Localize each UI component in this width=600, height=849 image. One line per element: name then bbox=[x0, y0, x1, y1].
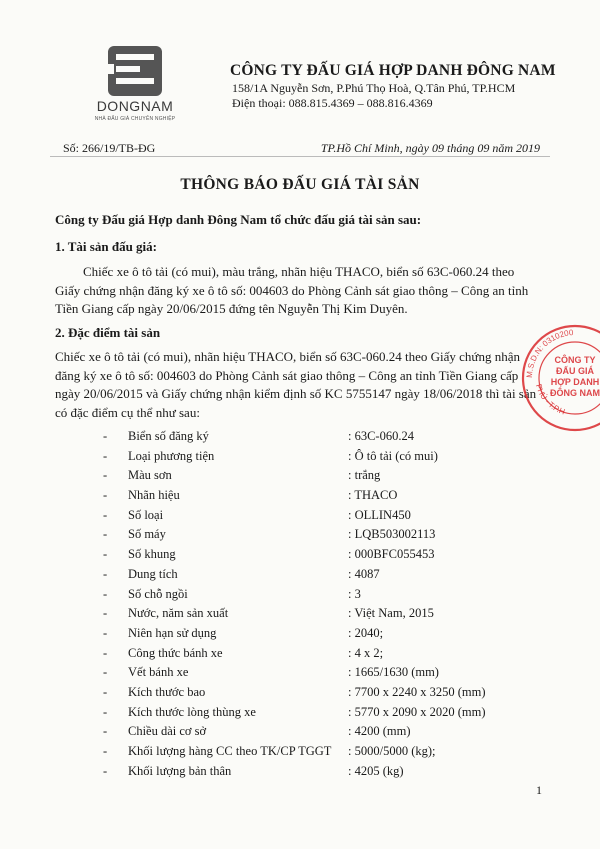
spec-label: Kích thước bao bbox=[128, 684, 206, 699]
spec-bullet: - bbox=[103, 429, 108, 443]
spec-label: Công thức bánh xe bbox=[128, 645, 223, 660]
intro-paragraph: Công ty Đấu giá Hợp danh Đông Nam tổ chức đấu giá tài sản sau: bbox=[55, 212, 422, 227]
spec-value: : 1665/1630 (mm) bbox=[348, 665, 439, 680]
document-date: TP.Hồ Chí Minh, ngày 09 tháng 09 năm 2019 bbox=[320, 141, 540, 155]
document-title: THÔNG BÁO ĐẤU GIÁ TÀI SẢN bbox=[180, 176, 420, 193]
spec-label: Nhãn hiệu bbox=[128, 488, 180, 503]
spec-row bbox=[0, 762, 600, 782]
spec-bullet: - bbox=[103, 665, 108, 680]
spec-value: : 4205 (kg) bbox=[348, 763, 404, 778]
spec-label: Số chỗ ngồi bbox=[128, 586, 188, 601]
seal-text-line: CÔNG TY bbox=[554, 355, 596, 365]
spec-bullet: - bbox=[103, 606, 108, 621]
spec-label: Số khung bbox=[128, 547, 176, 562]
spec-value: : THACO bbox=[348, 488, 398, 503]
spec-row bbox=[0, 585, 600, 605]
spec-value: : 7700 x 2240 x 3250 (mm) bbox=[348, 684, 486, 699]
spec-row bbox=[0, 447, 600, 467]
company-seal bbox=[520, 323, 600, 433]
spec-value: : 4200 (mm) bbox=[348, 724, 411, 739]
spec-label: Dung tích bbox=[128, 566, 178, 581]
spec-row bbox=[0, 683, 600, 703]
spec-row bbox=[0, 486, 600, 506]
section-1-heading: 1. Tài sản đấu giá: bbox=[55, 239, 157, 254]
spec-bullet: - bbox=[103, 645, 108, 660]
company-address: 158/1A Nguyễn Sơn, P.Phú Thọ Hoà, Q.Tân Phú, TP.HCM bbox=[232, 81, 516, 95]
spec-bullet: - bbox=[103, 684, 108, 699]
spec-value: : 3 bbox=[348, 586, 361, 601]
seal-stamp-icon bbox=[520, 323, 600, 433]
spec-label: Loại phương tiện bbox=[128, 448, 215, 463]
spec-value: : 4087 bbox=[348, 566, 380, 581]
spec-label: Vết bánh xe bbox=[128, 665, 189, 680]
spec-bullet: - bbox=[103, 586, 108, 601]
spec-bullet: - bbox=[103, 763, 108, 778]
spec-value: : Ô tô tải (có mui) bbox=[348, 448, 438, 463]
spec-value: : Việt Nam, 2015 bbox=[348, 606, 434, 621]
spec-bullet: - bbox=[103, 468, 108, 483]
spec-row bbox=[0, 525, 600, 545]
spec-value: : 000BFC055453 bbox=[348, 547, 435, 562]
seal-text-line: ĐÔNG NAM bbox=[550, 388, 600, 398]
spec-row bbox=[0, 703, 600, 723]
spec-row bbox=[0, 722, 600, 742]
spec-bullet: - bbox=[103, 744, 108, 758]
spec-label: Nước, năm sản xuất bbox=[128, 606, 229, 621]
spec-value: : OLLIN450 bbox=[348, 507, 411, 522]
logo-name: DONGNAM bbox=[96, 98, 174, 114]
document-reference: Số: 266/19/TB-ĐG bbox=[63, 141, 156, 155]
specification-list bbox=[0, 427, 600, 781]
spec-value: : trắng bbox=[348, 468, 381, 483]
company-name: CÔNG TY ĐẤU GIÁ HỢP DANH ĐÔNG NAM bbox=[230, 62, 556, 79]
header-divider bbox=[50, 156, 550, 157]
spec-row bbox=[0, 565, 600, 585]
logo-mark-icon bbox=[94, 40, 176, 100]
spec-label: Số loại bbox=[128, 507, 164, 522]
spec-row bbox=[0, 506, 600, 526]
spec-bullet: - bbox=[103, 527, 108, 542]
spec-label: Niên hạn sử dụng bbox=[128, 625, 217, 640]
spec-value: : 2040; bbox=[348, 625, 384, 640]
spec-value: : 63C-060.24 bbox=[348, 429, 414, 443]
spec-bullet: - bbox=[103, 566, 108, 581]
svg-text:M.S.D.N: 0310200: M.S.D.N: 0310200 bbox=[524, 328, 574, 379]
spec-bullet: - bbox=[103, 547, 108, 562]
spec-bullet: - bbox=[103, 724, 108, 739]
spec-label: Số máy bbox=[128, 527, 166, 542]
spec-label: Khối lượng hàng CC theo TK/CP TGGT bbox=[128, 744, 332, 758]
spec-row bbox=[0, 604, 600, 624]
spec-row bbox=[0, 644, 600, 664]
spec-bullet: - bbox=[103, 448, 108, 463]
seal-text-line: HỢP DANH bbox=[550, 377, 600, 387]
spec-value: : LQB503002113 bbox=[348, 527, 436, 542]
spec-bullet: - bbox=[103, 488, 108, 503]
seal-text-line: ĐẤU GIÁ bbox=[556, 366, 594, 376]
section-2-heading: 2. Đặc điểm tài sản bbox=[55, 325, 161, 340]
spec-label: Khối lượng bản thân bbox=[128, 763, 232, 778]
section-1-text: Chiếc xe ô tô tải (có mui), màu trắng, nhãn hiệu THACO, biển số 63C-060.24 theo Giấy chứng nhận đăng ký xe ô tô số: 004603 do Phòng Cảnh sát giao thông – Công an tỉnh Tiền Giang cấp ngày 20/06/2015 đứng tên Nguyễn Thị Kim Duyên. bbox=[55, 264, 529, 316]
spec-bullet: - bbox=[103, 625, 108, 640]
spec-row bbox=[0, 624, 600, 644]
spec-value: : 5000/5000 (kg); bbox=[348, 744, 436, 758]
spec-row bbox=[0, 466, 600, 486]
spec-row bbox=[0, 545, 600, 565]
spec-bullet: - bbox=[103, 507, 108, 522]
spec-row bbox=[0, 427, 600, 447]
spec-row bbox=[0, 663, 600, 683]
section-2-text: Chiếc xe ô tô tải (có mui), nhãn hiệu THACO, biển số 63C-060.24 theo Giấy chứng nhận đăng ký xe ô tô số: 004603 do Phòng Cảnh sát giao thông – Công an tỉnh Tiền Giang cấp ngày 20/06/2015 và Giấy chứng nhận kiểm định số KC 5755147 ngày 18/06/2018 thì tài sản có đặc điểm cụ thể như sau: bbox=[55, 349, 537, 420]
page-number: 1 bbox=[536, 783, 542, 797]
spec-label: Biển số đăng ký bbox=[128, 429, 209, 443]
spec-label: Chiều dài cơ sở bbox=[128, 724, 207, 739]
spec-bullet: - bbox=[103, 704, 108, 719]
company-phone: Điện thoại: 088.815.4369 – 088.816.4369 bbox=[232, 96, 433, 110]
spec-value: : 5770 x 2090 x 2020 (mm) bbox=[348, 704, 486, 719]
spec-value: : 4 x 2; bbox=[348, 645, 384, 660]
spec-label: Kích thước lòng thùng xe bbox=[128, 704, 256, 719]
spec-label: Màu sơn bbox=[128, 468, 172, 483]
spec-row bbox=[0, 742, 600, 762]
logo-tagline: NHÀ ĐẤU GIÁ CHUYÊN NGHIỆP bbox=[94, 116, 176, 122]
svg-text:PHÚ - T.P.H: PHÚ - T.P.H bbox=[533, 382, 567, 417]
